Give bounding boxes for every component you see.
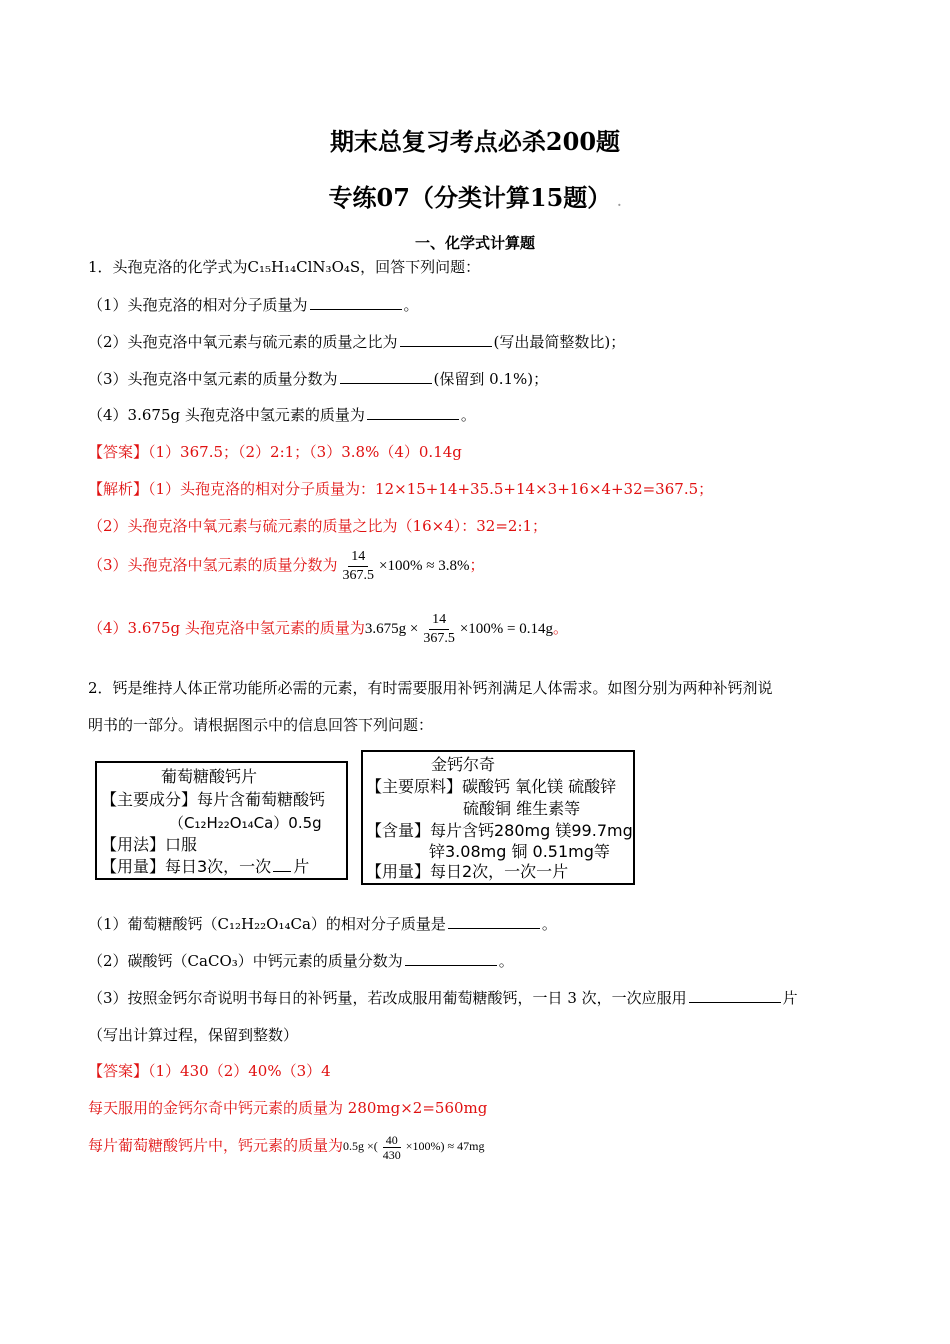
q1-sub4 xyxy=(88,404,476,425)
box2-line3: 【含量】每片含钙280mg 镁99.7mg xyxy=(366,821,633,840)
fraction-numerator: 14 xyxy=(429,611,449,630)
q1-sub2 xyxy=(88,331,625,352)
section-heading: 一、化学式计算题 xyxy=(414,234,535,252)
q2-answer-text: （1）430（2）40%（3）4 xyxy=(148,1062,331,1080)
document-title: 期末总复习考点必杀200题 xyxy=(329,127,621,156)
answer-blank[interactable] xyxy=(689,988,781,1003)
q1-sub2-text: （2）头孢克洛中氧元素与硫元素的质量之比为 xyxy=(88,333,398,351)
box2-line5: 【用量】每日2次，一次一片 xyxy=(366,862,569,881)
q1-analysis2: （2）头孢克洛中氧元素与硫元素的质量之比为（16×4）：32=2:1； xyxy=(88,517,548,535)
fraction-numerator: 14 xyxy=(348,548,368,567)
box1-title: 葡萄糖酸钙片 xyxy=(161,767,258,786)
analysis-tag: 【解析】 xyxy=(88,480,149,498)
q2-sub2 xyxy=(88,950,514,971)
q2-explain1: 每天服用的金钙尔奇中钙元素的质量为 280mg×2=560mg xyxy=(88,1099,488,1117)
answer-blank[interactable] xyxy=(310,295,402,310)
q1-stem xyxy=(88,256,480,277)
q1-stem-prefix: 1．头孢克洛的化学式为 xyxy=(88,258,248,276)
q1-analysis3-text: （3）头孢克洛中氢元素的质量分数为 xyxy=(88,555,338,574)
q2-sub2-text: （2）碳酸钙（CaCO₃）中钙元素的质量分数为 xyxy=(88,952,403,970)
box1-blank xyxy=(273,857,291,872)
answer-blank[interactable] xyxy=(400,332,492,347)
q1-sub3-end: (保留到 0.1%)； xyxy=(433,370,549,388)
answer-blank[interactable] xyxy=(340,369,432,384)
q1-analysis1-text: （1）头孢克洛的相对分子质量为：12×15+14+35.5+14×3+16×4+32=367.5； xyxy=(148,480,714,498)
subtitle-text: 专练07（分类计算15题） xyxy=(328,183,612,212)
q2-sub1-end: 。 xyxy=(541,915,557,933)
q1-answer-text: （1）367.5；（2）2:1；（3）3.8%（4）0.14g xyxy=(148,443,462,461)
calcium-gluconate-label-box xyxy=(95,761,348,880)
q1-sub4-text: （4）3.675g 头孢克洛中氢元素的质量为 xyxy=(88,406,365,424)
q2-sub3 xyxy=(88,987,798,1008)
q1-sub3-text: （3）头孢克洛中氢元素的质量分数为 xyxy=(88,370,338,388)
q2-sub3-text: （3）按照金钙尔奇说明书每日的补钙量，若改成服用葡萄糖酸钙，一日 3 次，一次应服用 xyxy=(88,989,687,1007)
box1-line3: 【用法】口服 xyxy=(101,835,198,854)
box2-line4: 锌3.08mg 铜 0.51mg等 xyxy=(429,842,610,861)
q2-sub3-end: 片 xyxy=(782,989,798,1007)
box1-line4 xyxy=(101,856,309,878)
formula-tail: ×100% ≈ 3.8% xyxy=(379,557,470,574)
fraction-denominator: 430 xyxy=(382,1148,401,1162)
fraction-denominator: 367.5 xyxy=(423,631,455,646)
answer-blank[interactable] xyxy=(405,951,497,966)
fraction xyxy=(420,611,458,648)
q1-sub4-end: 。 xyxy=(460,406,476,424)
box1-line2: （C₁₂H₂₂O₁₄Ca）0.5g xyxy=(169,814,322,832)
q1-analysis4-end: 。 xyxy=(553,618,569,637)
answer-blank[interactable] xyxy=(367,405,459,420)
q2-stem-line2: 明书的一部分。请根据图示中的信息回答下列问题： xyxy=(88,716,434,734)
q1-analysis4-formula xyxy=(364,612,553,646)
answer-blank[interactable] xyxy=(448,914,540,929)
q1-analysis3-end: ； xyxy=(469,555,485,574)
q1-analysis3 xyxy=(88,548,485,585)
box1-line4-post: 片 xyxy=(293,857,310,876)
q1-sub1-text: （1）头孢克洛的相对分子质量为 xyxy=(88,296,308,314)
q1-analysis3-formula xyxy=(338,549,470,583)
q2-sub3-line2: （写出计算过程，保留到整数） xyxy=(88,1026,299,1044)
q2-explain2 xyxy=(88,1133,484,1162)
document-subtitle xyxy=(0,178,950,213)
answer-tag: 【答案】 xyxy=(88,443,149,461)
q2-sub1 xyxy=(88,913,557,934)
q2-sub1-text: （1）葡萄糖酸钙（C₁₂H₂₂O₁₄Ca）的相对分子质量是 xyxy=(88,915,446,933)
box2-line1: 【主要原料】碳酸钙 氧化镁 硫酸锌 xyxy=(366,777,617,796)
box1-line4-pre: 【用量】每日3次，一次 xyxy=(101,857,272,876)
q1-answer xyxy=(88,441,462,462)
q1-sub1 xyxy=(88,294,419,315)
q1-sub1-end: 。 xyxy=(403,296,419,314)
fraction-denominator: 367.5 xyxy=(342,568,375,583)
formula-prefix: 3.675g × xyxy=(364,620,419,637)
q1-formula: C₁₅H₁₄ClN₃O₄S xyxy=(247,258,361,276)
answer-tag: 【答案】 xyxy=(88,1062,149,1080)
jingaierqi-label-box xyxy=(361,750,635,885)
q1-analysis4-text: （4）3.675g 头孢克洛中氢元素的质量为 xyxy=(88,618,365,637)
formula-tail: ×100% = 0.14g xyxy=(459,620,553,637)
q1-analysis1 xyxy=(88,478,713,499)
q1-stem-suffix: ，回答下列问题： xyxy=(360,258,481,276)
box2-title: 金钙尔奇 xyxy=(431,755,496,774)
q2-stem-line1: 2．钙是维持人体正常功能所必需的元素，有时需要服用补钙剂满足人体需求。如图分别为两种补钙剂说 xyxy=(88,679,773,697)
q1-sub3 xyxy=(88,368,548,389)
q2-explain2-formula xyxy=(343,1133,485,1162)
q2-answer xyxy=(88,1060,331,1081)
fraction xyxy=(340,548,378,585)
q1-analysis4 xyxy=(88,611,568,648)
paragraph-mark: . xyxy=(617,195,622,209)
fraction xyxy=(380,1133,404,1162)
formula-prefix: 0.5g ×( xyxy=(343,1139,378,1154)
formula-tail: ×100%) ≈ 47mg xyxy=(405,1139,485,1154)
q2-sub2-end: 。 xyxy=(498,952,514,970)
box1-line1: 【主要成分】每片含葡萄糖酸钙 xyxy=(101,790,326,809)
q2-explain2-text: 每片葡萄糖酸钙片中，钙元素的质量为 xyxy=(88,1136,344,1155)
box2-line2: 硫酸铜 维生素等 xyxy=(463,799,581,818)
q1-sub2-end: (写出最简整数比)； xyxy=(493,333,626,351)
fraction-numerator: 40 xyxy=(383,1133,401,1148)
